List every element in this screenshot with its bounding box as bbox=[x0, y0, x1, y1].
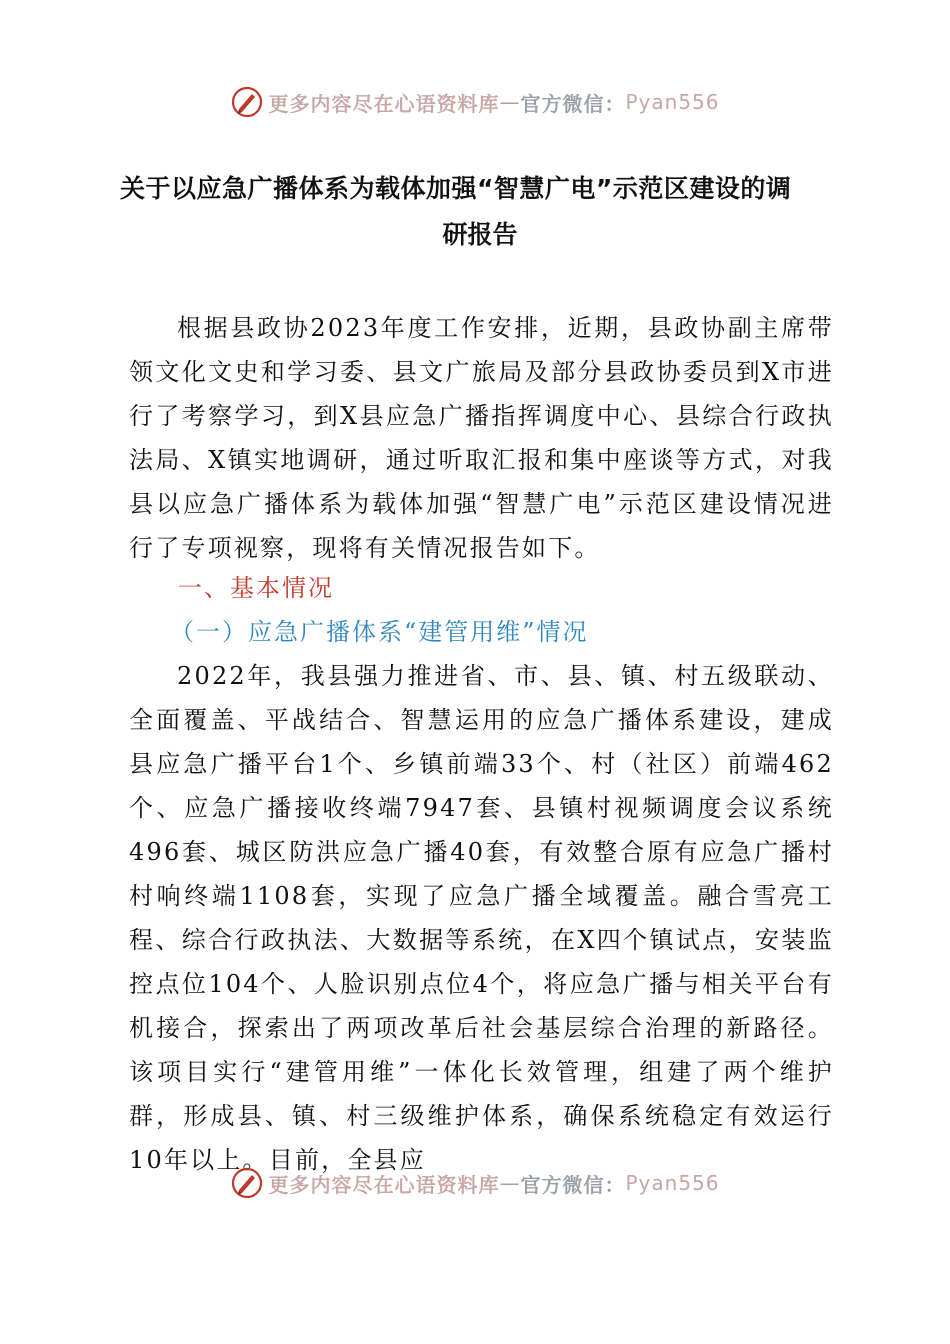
banner-wechat-id: Pyan556 bbox=[625, 90, 720, 114]
intro-section bbox=[129, 306, 834, 570]
intro-paragraph: 根据县政协2023年度工作安排，近期，县政协副主席带领文化文史和学习委、县文广旅局及部分县政协委员到X市进行了考察学习，到X县应急广播指挥调度中心、县综合行政执法局、X镇实地调研，通过听取汇报和集中座谈等方式，对我县以应急广播体系为载体加强“智慧广电”示范区建设情况进行了专项视察，现将有关情况报告如下。 bbox=[129, 314, 834, 562]
banner-label: 官方微信： bbox=[520, 91, 626, 116]
banner-text: 更多内容尽在心语资料库 bbox=[268, 1172, 500, 1197]
document-title bbox=[120, 166, 840, 258]
title-line-2: 研报告 bbox=[442, 220, 518, 249]
title-line-1: 关于以应急广播体系为载体加强“智慧广电”示范区建设的调 bbox=[120, 174, 792, 203]
banner-separator: — bbox=[499, 90, 521, 114]
header-banner bbox=[0, 80, 950, 124]
footer-banner bbox=[0, 1161, 950, 1205]
banner-separator: — bbox=[499, 1171, 521, 1195]
body-paragraph: 2022年，我县强力推进省、市、县、镇、村五级联动、全面覆盖、平战结合、智慧运用的应急广播体系建设，建成县应急广播平台1个、乡镇前端33个、村（社区）前端462个、应急广播接收终端7947套、县镇村视频调度会议系统496套、城区防洪应急广播40套，有效整合原有应急广播村村响终端1108套，实现了应急广播全域覆盖。融合雪亮工程、综合行政执法、大数据等系统，在X四个镇试点，安装监控点位104个、人脸识别点位4个，将应急广播与相关平台有机接合，探索出了两项改革后社会基层综合治理的新路径。该项目实行“建管用维”一体化长效管理，组建了两个维护群，形成县、镇、村三级维护体系，确保系统稳定有效运行10年以上。目前，全县应 bbox=[129, 662, 834, 1174]
body-section bbox=[129, 654, 834, 1182]
subsection-heading: （一）应急广播体系“建管用维”情况 bbox=[170, 618, 589, 646]
banner-wechat-id: Pyan556 bbox=[625, 1171, 720, 1195]
pen-logo-icon bbox=[230, 85, 264, 119]
banner-text: 更多内容尽在心语资料库 bbox=[268, 91, 500, 116]
pen-logo-icon bbox=[230, 1166, 264, 1200]
banner-label: 官方微信： bbox=[520, 1172, 626, 1197]
section-heading: 一、基本情况 bbox=[178, 574, 334, 602]
